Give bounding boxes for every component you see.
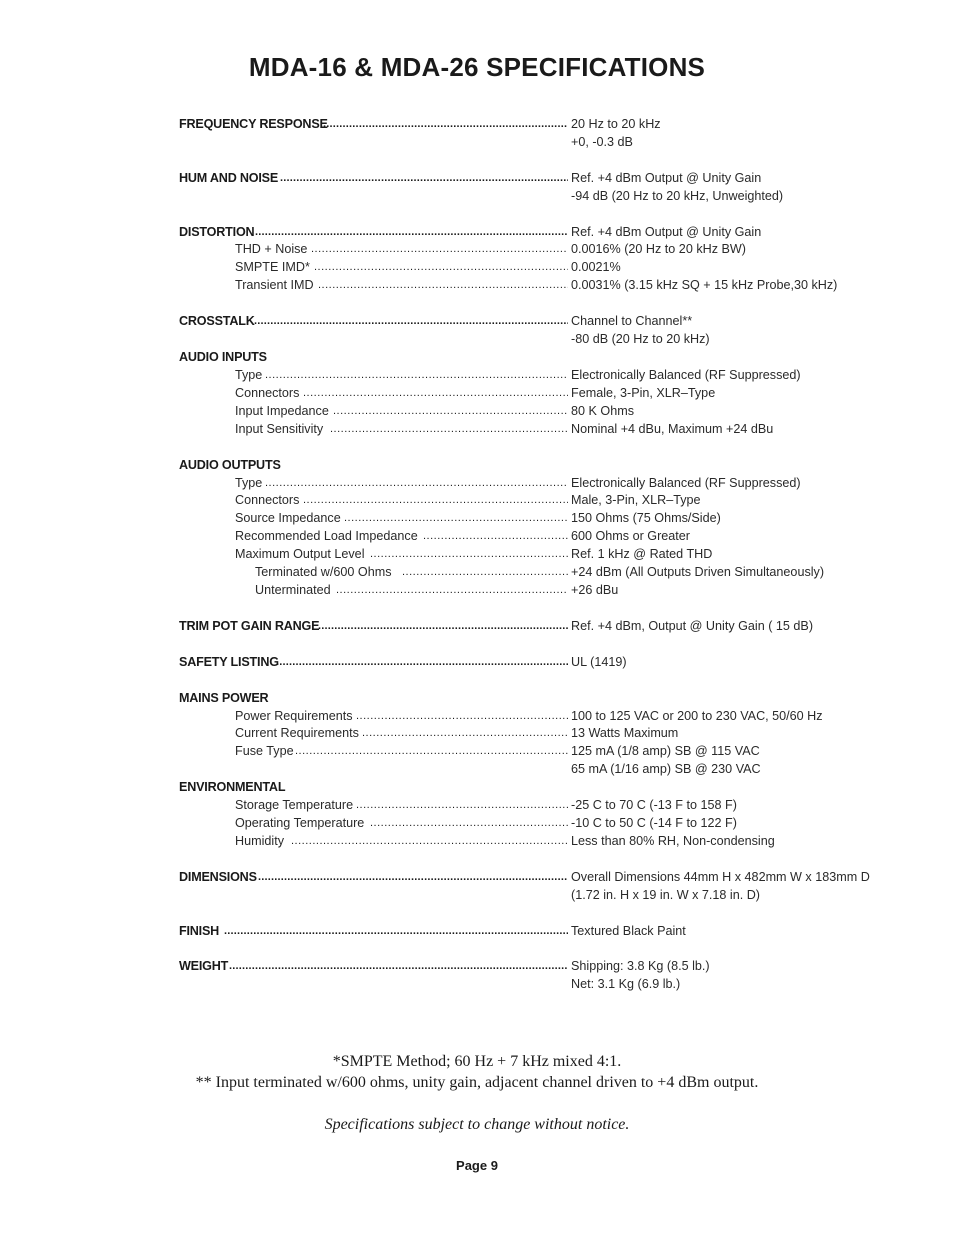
dot-leader <box>314 258 568 276</box>
spec-value: -80 dB (20 Hz to 20 kHz) <box>571 332 710 346</box>
dot-leader <box>291 832 568 850</box>
spec-value: Net: 3.1 Kg (6.9 lb.) <box>571 977 681 991</box>
spec-value: Ref. +4 dBm, Output @ Unity Gain ( 15 dB) <box>571 619 814 633</box>
spec-section-audio-outputs <box>0 456 954 474</box>
spec-value: Female, 3-Pin, XLR–Type <box>571 386 716 400</box>
spec-label: Recommended Load Impedance <box>235 529 418 543</box>
dot-leader <box>344 509 568 527</box>
spec-row-dimensions <box>0 868 954 886</box>
spec-value: 13 Watts Maximum <box>571 726 679 740</box>
spec-value: +0, -0.3 dB <box>571 135 633 149</box>
spec-row-crosstalk <box>0 312 954 330</box>
spec-label: Input Sensitivity <box>235 422 324 436</box>
spec-row-finish <box>0 922 954 940</box>
dot-leader <box>423 527 568 545</box>
spec-label: Maximum Output Level <box>235 547 365 561</box>
dot-leader <box>370 814 568 832</box>
spec-row-output-type <box>0 474 954 492</box>
spec-row-continued <box>0 133 954 151</box>
spec-label: Storage Temperature <box>235 798 354 812</box>
spec-value: 100 to 125 VAC or 200 to 230 VAC, 50/60 Hz <box>571 709 823 723</box>
spec-row-input-type <box>0 366 954 384</box>
spec-row-input-sensitivity <box>0 420 954 438</box>
spec-section-environmental <box>0 778 954 796</box>
spec-heading: DISTORTION <box>179 225 255 239</box>
dot-leader <box>276 653 568 671</box>
dot-leader <box>265 366 568 384</box>
spec-value: 0.0021% <box>571 260 621 274</box>
spec-value: Electronically Balanced (RF Suppressed) <box>571 368 801 382</box>
spec-label: Humidity <box>235 834 284 848</box>
spec-value: 0.0031% (3.15 kHz SQ + 15 kHz Probe,30 kHz) <box>571 278 838 292</box>
spec-row-power-requirements <box>0 707 954 725</box>
dot-leader <box>255 223 568 241</box>
spec-row-continued <box>0 187 954 205</box>
dot-leader <box>362 724 568 742</box>
spec-row-humidity <box>0 832 954 850</box>
dot-leader <box>303 491 568 509</box>
dot-leader <box>280 169 568 187</box>
spec-value: Nominal +4 dBu, Maximum +24 dBu <box>571 422 774 436</box>
dot-leader <box>333 402 568 420</box>
dot-leader <box>254 312 568 330</box>
spec-heading: HUM AND NOISE <box>179 171 279 185</box>
spec-value: 20 Hz to 20 kHz <box>571 117 661 131</box>
dot-leader <box>224 922 568 940</box>
spec-value: -94 dB (20 Hz to 20 kHz, Unweighted) <box>571 189 784 203</box>
spec-label: Input Impedance <box>235 404 329 418</box>
page-title: MDA-16 & MDA-26 SPECIFICATIONS <box>248 52 706 82</box>
spec-row-continued <box>0 330 954 348</box>
dot-leader <box>303 384 568 402</box>
spec-value: Less than 80% RH, Non-condensing <box>571 834 775 848</box>
dot-leader <box>311 240 568 258</box>
footnote-input: ** Input terminated w/600 ohms, unity gain, adjacent channel driven to +4 dBm output. <box>195 1074 759 1091</box>
spec-value: Textured Black Paint <box>571 924 686 938</box>
spec-value: Shipping: 3.8 Kg (8.5 lb.) <box>571 959 710 973</box>
spec-label: Connectors <box>235 493 300 507</box>
spec-row-output-connectors <box>0 491 954 509</box>
spec-heading: DIMENSIONS <box>179 870 257 884</box>
spec-value: Male, 3-Pin, XLR–Type <box>571 493 701 507</box>
spec-section-audio-inputs <box>0 348 954 366</box>
page-number: Page 9 <box>456 1158 498 1173</box>
spec-heading: SAFETY LISTING <box>179 655 279 669</box>
spec-row-safety-listing <box>0 653 954 671</box>
spec-heading: AUDIO INPUTS <box>179 350 267 364</box>
dot-leader <box>265 474 568 492</box>
spec-heading: WEIGHT <box>179 959 229 973</box>
spec-value: -10 C to 50 C (-14 F to 122 F) <box>571 816 737 830</box>
spec-heading: ENVIRONMENTAL <box>179 780 286 794</box>
spec-value: 65 mA (1/16 amp) SB @ 230 VAC <box>571 762 761 776</box>
spec-row-transient-imd <box>0 276 954 294</box>
spec-value: Channel to Channel** <box>571 314 693 328</box>
spec-row-fuse-type <box>0 742 954 760</box>
dot-leader <box>356 796 568 814</box>
spec-label: Connectors <box>235 386 300 400</box>
dot-leader <box>318 617 568 635</box>
spec-row-operating-temperature <box>0 814 954 832</box>
spec-heading: FINISH <box>179 924 220 938</box>
spec-row-continued <box>0 760 954 778</box>
spec-value: 80 K Ohms <box>571 404 634 418</box>
spec-row-continued <box>0 886 954 904</box>
spec-value: Ref. 1 kHz @ Rated THD <box>571 547 713 561</box>
spec-row-current-requirements <box>0 724 954 742</box>
spec-heading: FREQUENCY RESPONSE <box>179 117 328 131</box>
spec-value: -25 C to 70 C (-13 F to 158 F) <box>571 798 737 812</box>
spec-row-storage-temperature <box>0 796 954 814</box>
disclaimer: Specifications subject to change without notice. <box>324 1116 630 1133</box>
spec-row-hum-and-noise <box>0 169 954 187</box>
spec-value: +26 dBu <box>571 583 619 597</box>
dot-leader <box>336 581 568 599</box>
spec-value: 125 mA (1/8 amp) SB @ 115 VAC <box>571 744 760 758</box>
spec-value: UL (1419) <box>571 655 627 669</box>
spec-value: Ref. +4 dBm Output @ Unity Gain <box>571 171 762 185</box>
dot-leader <box>318 276 568 294</box>
spec-label: Power Requirements <box>235 709 353 723</box>
spec-row-distortion <box>0 223 954 241</box>
spec-label: Transient IMD <box>235 278 314 292</box>
spec-row-input-impedance <box>0 402 954 420</box>
spec-label: Unterminated <box>255 583 331 597</box>
spec-value: 150 Ohms (75 Ohms/Side) <box>571 511 721 525</box>
spec-row-smpte-imd <box>0 258 954 276</box>
spec-label: Fuse Type <box>235 744 294 758</box>
dot-leader <box>356 707 568 725</box>
spec-label: Terminated w/600 Ohms <box>255 565 392 579</box>
spec-value: Ref. +4 dBm Output @ Unity Gain <box>571 225 762 239</box>
spec-row-frequency-response <box>0 115 954 133</box>
dot-leader <box>258 868 568 886</box>
spec-value: Electronically Balanced (RF Suppressed) <box>571 476 801 490</box>
dot-leader <box>323 115 568 133</box>
spec-heading: CROSSTALK <box>179 314 255 328</box>
spec-label: Source Impedance <box>235 511 341 525</box>
spec-row-source-impedance <box>0 509 954 527</box>
spec-section-mains-power <box>0 689 954 707</box>
spec-heading: MAINS POWER <box>179 691 269 705</box>
spec-row-trim-pot <box>0 617 954 635</box>
dot-leader <box>295 742 568 760</box>
dot-leader <box>402 563 568 581</box>
spec-row-unterminated <box>0 581 954 599</box>
spec-row-terminated <box>0 563 954 581</box>
dot-leader <box>229 957 568 975</box>
spec-label: Current Requirements <box>235 726 359 740</box>
spec-value: +24 dBm (All Outputs Driven Simultaneously) <box>571 565 825 579</box>
spec-value: 600 Ohms or Greater <box>571 529 690 543</box>
spec-row-continued <box>0 975 954 993</box>
spec-heading: TRIM POT GAIN RANGE <box>179 619 320 633</box>
spec-label: THD + Noise <box>235 242 308 256</box>
dot-leader <box>370 545 568 563</box>
spec-row-load-impedance <box>0 527 954 545</box>
spec-row-weight <box>0 957 954 975</box>
spec-label: Type <box>235 476 263 490</box>
spec-value: 0.0016% (20 Hz to 20 kHz BW) <box>571 242 746 256</box>
spec-row-thd-noise <box>0 240 954 258</box>
spec-value: (1.72 in. H x 19 in. W x 7.18 in. D) <box>571 888 760 902</box>
spec-value: Overall Dimensions 44mm H x 482mm W x 183mm D <box>571 870 870 884</box>
footnote-smpte: *SMPTE Method; 60 Hz + 7 kHz mixed 4:1. <box>332 1053 622 1070</box>
spec-label: SMPTE IMD* <box>235 260 310 274</box>
spec-heading: AUDIO OUTPUTS <box>179 458 281 472</box>
dot-leader <box>330 420 568 438</box>
spec-row-max-output-level <box>0 545 954 563</box>
spec-label: Type <box>235 368 263 382</box>
spec-row-input-connectors <box>0 384 954 402</box>
spec-label: Operating Temperature <box>235 816 365 830</box>
